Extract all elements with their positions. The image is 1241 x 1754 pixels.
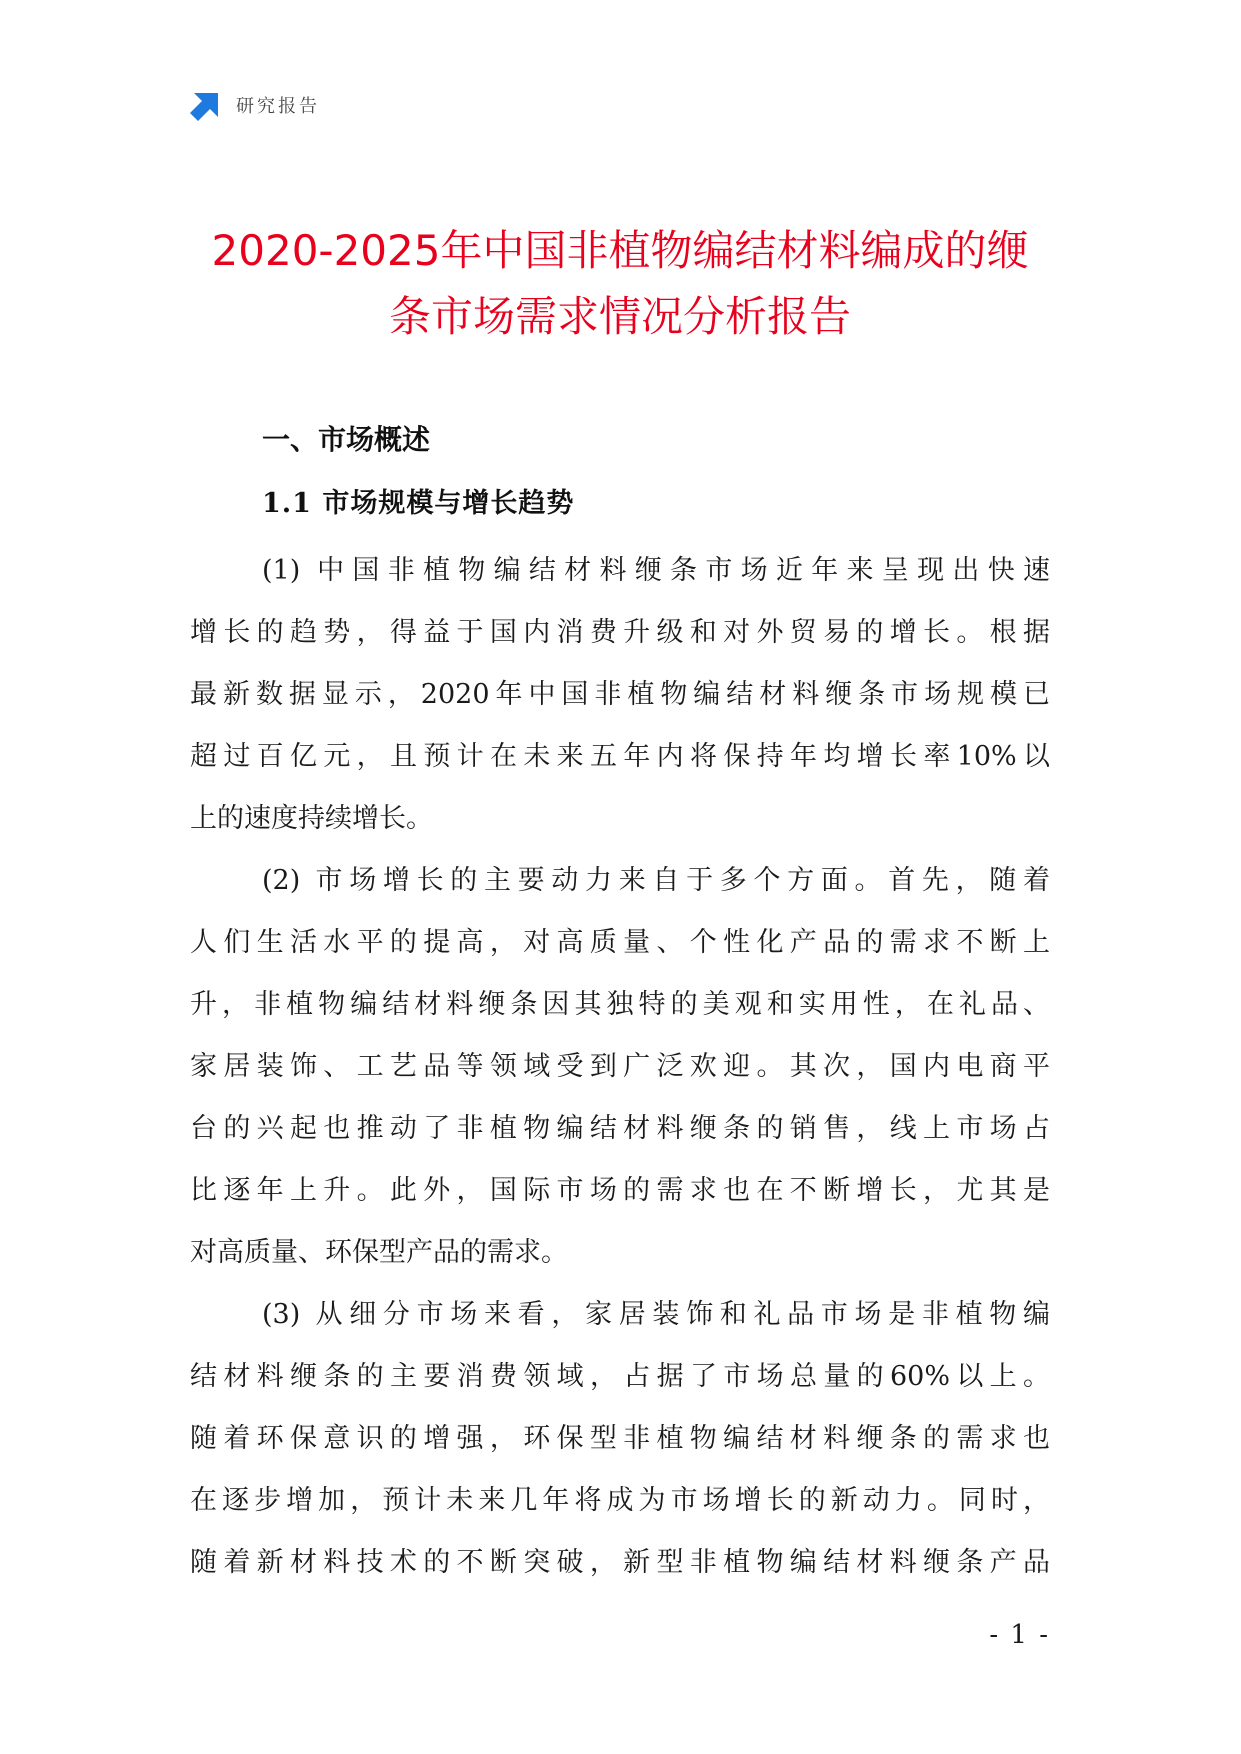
document-title [190,218,1050,350]
text-line: 在逐步增加，预计未来几年将成为市场增长的新动力。同时， [190,1485,1050,1516]
title-line-1: 2020-2025年中国非植物编结材料编成的缏 [211,226,1029,275]
paragraph-3 [190,1284,1050,1594]
paragraph-1 [190,540,1050,850]
page-number: - 1 - [989,1620,1050,1650]
text-line: 家居装饰、工艺品等领域受到广泛欢迎。其次，国内电商平 [190,1051,1050,1082]
text-line: 升，非植物编结材料缏条因其独特的美观和实用性，在礼品、 [190,989,1050,1020]
text-line: 比逐年上升。此外，国际市场的需求也在不断增长，尤其是 [190,1175,1050,1206]
title-line-2: 条市场需求情况分析报告 [388,292,851,341]
header-label: 研究报告 [236,96,320,117]
text-line: 随着环保意识的增强，环保型非植物编结材料缏条的需求也 [190,1423,1050,1454]
text-line: (2) 市场增长的主要动力来自于多个方面。首先，随着 [262,865,1050,896]
text-line: 人们生活水平的提高，对高质量、个性化产品的需求不断上 [190,927,1050,958]
text-line: 超过百亿元，且预计在未来五年内将保持年均增长率10%以 [190,741,1050,772]
text-line: (1) 中国非植物编结材料缏条市场近年来呈现出快速 [262,555,1050,586]
text-line: 上的速度持续增长。 [190,803,433,834]
arrow-up-right-icon [190,89,222,121]
text-line: 最新数据显示，2020年中国非植物编结材料缏条市场规模已 [190,679,1050,710]
text-line: 增长的趋势，得益于国内消费升级和对外贸易的增长。根据 [190,617,1050,648]
body-text [190,540,1050,1594]
section-heading: 一、市场概述 [262,423,431,456]
text-line: 结材料缏条的主要消费领域，占据了市场总量的60%以上。 [190,1361,1050,1392]
text-line: (3) 从细分市场来看，家居装饰和礼品市场是非植物编 [262,1299,1050,1330]
text-line: 台的兴起也推动了非植物编结材料缏条的销售，线上市场占 [190,1113,1050,1144]
paragraph-2 [190,850,1050,1284]
subsection-heading: 1.1 市场规模与增长趋势 [262,488,575,519]
text-line: 对高质量、环保型产品的需求。 [190,1237,568,1268]
text-line: 随着新材料技术的不断突破，新型非植物编结材料缏条产品 [190,1547,1050,1578]
page-header [190,88,320,122]
